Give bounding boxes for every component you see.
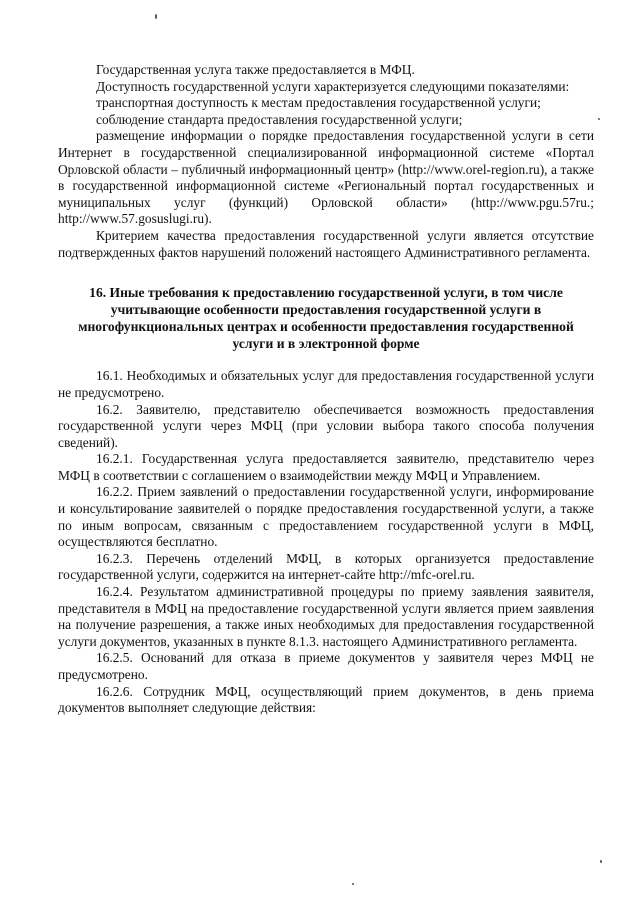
document-page: [58, 62, 594, 717]
paragraph-internet-info: размещение информации о порядке предоставления государственной услуги в сети Интернет в государственной специализированной информационной системе «Портал Орловской области – публичный информационный центр» (http://www.orel-region.ru), а также в государственной информационной системе «Региональный портал государственных и муниципальных услуг (функций) Орловской области» (http://www.pgu.57ru.; http://www.57.gosuslugi.ru).: [58, 128, 594, 227]
paragraph-availability: Доступность государственной услуги характеризуется следующими показателями:: [96, 78, 570, 94]
scan-speck: [155, 14, 157, 19]
paragraph-16-2-2: 16.2.2. Прием заявлений о предоставлении государственной услуги, информирование и консультирование заявителей о порядке предоставления государственной услуги, а также по иным вопросам, связанным с предоставлением государственной услуги в МФЦ, осуществляются бесплатно.: [58, 484, 594, 550]
paragraph-16-2-6: 16.2.6. Сотрудник МФЦ, осуществляющий прием документов, в день приема документов выполняет следующие действия:: [58, 683, 594, 716]
scan-speck: [598, 118, 600, 120]
paragraph-standard-compliance: соблюдение стандарта предоставления государственной услуги;: [96, 111, 463, 127]
paragraph-16-2-4: 16.2.4. Результатом административной процедуры по приему заявления заявителя, представителя в МФЦ на предоставление государственной услуги является прием заявления на получение разрешения, а также иных необходимых для предоставления государственной услуги документов, указанных в пункте 8.1.3. настоящего Административного регламента.: [58, 584, 594, 649]
paragraph-16-2: 16.2. Заявителю, представителю обеспечивается возможность предоставления государственной услуги через МФЦ (при условии выбора такого способа получения сведений).: [58, 401, 594, 450]
scan-speck: [352, 883, 354, 885]
paragraph-transport-access: транспортная доступность к местам предоставления государственной услуги;: [96, 95, 541, 111]
paragraph-16-2-1: 16.2.1. Государственная услуга предоставляется заявителю, представителю через МФЦ в соответствии с соглашением о взаимодействии между МФЦ и Управлением.: [58, 451, 594, 483]
scan-speck: [600, 860, 602, 863]
paragraph-quality-criterion: Критерием качества предоставления государственной услуги является отсутствие подтвержденных фактов нарушений положений настоящего Административного регламента.: [58, 227, 594, 260]
paragraph-16-2-3: 16.2.3. Перечень отделений МФЦ, в которых организуется предоставление государственной услуги, содержится на интернет-сайте http://mfc-orel.ru.: [58, 550, 594, 583]
section-heading: 16. Иные требования к предоставлению государственной услуги, в том числе учитывающие особенности предоставления государственной услуги в многофункциональных центрах и особенности предоставления государственной услуги и в электронной форме: [78, 285, 574, 351]
paragraph-16-2-5: 16.2.5. Оснований для отказа в приеме документов у заявителя через МФЦ не предусмотрено.: [58, 650, 594, 682]
paragraph-mfc-provision: Государственная услуга также предоставляется в МФЦ.: [96, 62, 415, 77]
paragraph-16-1: 16.1. Необходимых и обязательных услуг для предоставления государственной услуги не предусмотрено.: [58, 368, 594, 400]
